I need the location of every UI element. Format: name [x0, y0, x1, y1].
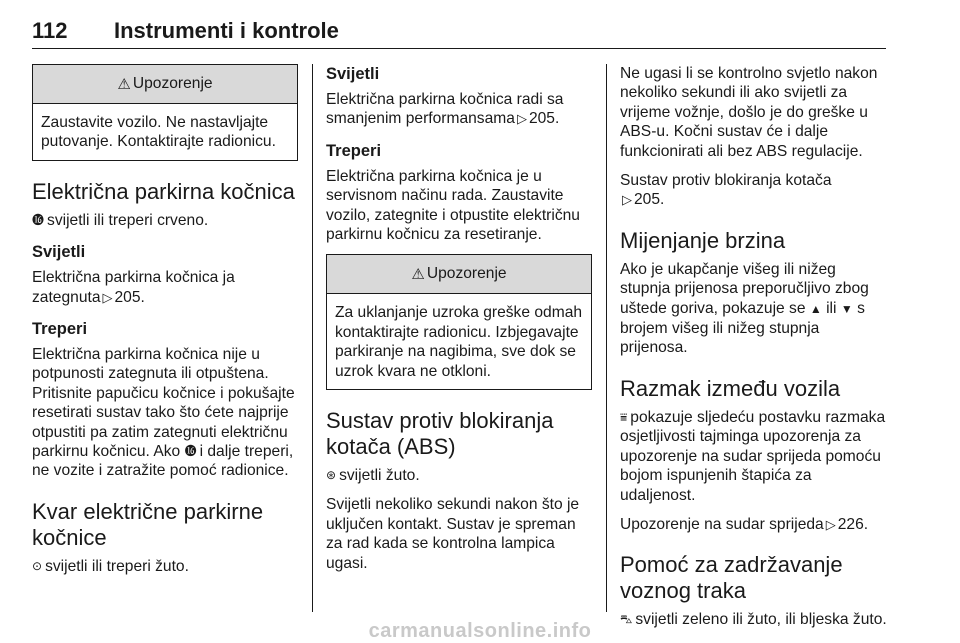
page-header	[32, 12, 886, 48]
warning-title: Upozorenje	[426, 265, 507, 283]
gear-text: Ako je ukapčanje višeg ili nižeg stupnja prijenosa preporučljivo zbog uštede goriva, pokazuje se ▲ ili ▼ s brojem višeg ili nižeg stupnja prijenosa.	[620, 260, 869, 357]
epb-intro: ⓰ svijetli ili treperi crveno.	[32, 211, 209, 229]
section-heading-gap: Razmak između vozila	[620, 375, 841, 401]
reference-arrow-icon: ▷	[825, 516, 836, 532]
column-2	[326, 64, 592, 583]
abs-text: Svijetli nekoliko sekundi nakon što je uključen kontakt. Sustav je spreman za rad kada se kontrolna lampica ugasi.	[326, 496, 580, 572]
watermark: carmanualsonline.info	[368, 620, 592, 642]
subheading-treperi: Treperi	[32, 320, 88, 339]
warning-box-header	[33, 65, 297, 104]
parking-brake-icon: ⓰	[184, 444, 197, 459]
header-rule	[32, 48, 886, 49]
subheading-treperi-2: Treperi	[326, 141, 382, 160]
arrow-up-icon: ▲	[809, 301, 822, 316]
svijetli-text-2: Električna parkirna kočnica radi sa smanjenim performansama ▷ 205.	[326, 91, 564, 128]
subheading-svijetli: Svijetli	[32, 243, 86, 262]
subheading-svijetli-2: Svijetli	[326, 65, 380, 83]
warning-title: Upozorenje	[132, 75, 213, 92]
section-heading-lane: Pomoć za zadržavanje voznog traka	[620, 552, 843, 604]
section-heading-kvar: Kvar električne parkirne kočnice	[32, 498, 264, 550]
abs-continued: Ne ugasi li se kontrolno svjetlo nakon nekoliko sekundi ili ako svijetli za vrijeme vožnje, došlo je do greške u ABS-u. Kočni sustav će i dalje funkcionirati ali bez ABS regulacije.	[620, 65, 878, 160]
arrow-down-icon: ▼	[840, 301, 853, 316]
reference-arrow-icon: ▷	[102, 289, 113, 305]
warning-body: Za uklanjanje uzroka greške odmah kontaktirajte radionicu. Izbjegavajte parkiranje na nagibima, sve dok se uzrok kvara ne otkloni.	[335, 304, 583, 380]
column-divider-1	[312, 64, 313, 612]
gap-text: ⩸ pokazuje sljedeću postavku razmaka osjetljivosti tajminga upozorenja za upozorenje na sudar sprijeda pomoću bojom ispunjenih štapića za udaljenost.	[620, 408, 886, 504]
warning-body: Zaustavite vozilo. Ne nastavljajte putovanje. Kontaktirajte radionicu.	[41, 114, 276, 151]
kvar-text: ⊙ svijetli ili treperi žuto.	[32, 557, 189, 575]
lane-text: ⛍ svijetli zeleno ili žuto, ili bljeska žuto.	[620, 611, 887, 629]
warning-triangle-icon: ⚠	[411, 266, 425, 284]
treperi-text-2: Električna parkirna kočnica je u servisnom načinu rada. Zaustavite vozilo, zategnite i otpustite električnu parkirnu kočnicu za resetiranje.	[326, 167, 580, 244]
section-heading-abs: Sustav protiv blokiranja kotača (ABS)	[326, 408, 554, 460]
column-divider-2	[606, 64, 607, 612]
page-number: 112	[32, 18, 68, 43]
lane-keep-icon: ⛍	[620, 612, 633, 627]
section-heading-gear: Mijenjanje brzina	[620, 227, 786, 253]
page-title: Instrumenti i kontrole	[114, 18, 339, 43]
warning-box-1	[32, 64, 298, 161]
abs-icon: ⊛	[326, 468, 337, 483]
section-heading-epb: Električna parkirna kočnica	[32, 178, 295, 204]
column-3	[620, 64, 890, 640]
svijetli-text: Električna parkirna kočnica ja zategnuta ▷ 205.	[32, 269, 235, 306]
brake-fault-icon: ⊙	[32, 558, 43, 573]
warning-box-2	[326, 254, 592, 390]
reference-arrow-icon: ▷	[516, 111, 527, 127]
abs-intro: ⊛ svijetli žuto.	[326, 467, 420, 485]
abs-reference: Sustav protiv blokiranja kotača ▷ 205.	[620, 172, 832, 209]
column-1	[32, 64, 298, 586]
treperi-text: Električna parkirna kočnica nije u potpunosti zategnuta ili otpuštena. Pritisnite papučicu kočnice i pokušajte resetirati sustav tako što ćete najprije otpustiti pa zatim zategnuti električnu parkirnu kočnicu. Ako ⓰ i dalje treperi, ne vozite i zatražite pomoć radionice.	[32, 346, 295, 480]
reference-arrow-icon: ▷	[622, 192, 632, 208]
warning-triangle-icon: ⚠	[117, 76, 131, 93]
warning-box-header	[327, 255, 591, 294]
parking-brake-icon: ⓰	[32, 212, 45, 227]
gap-reference: Upozorenje na sudar sprijeda ▷ 226.	[620, 515, 869, 533]
vehicle-gap-icon: ⩸	[620, 409, 628, 424]
